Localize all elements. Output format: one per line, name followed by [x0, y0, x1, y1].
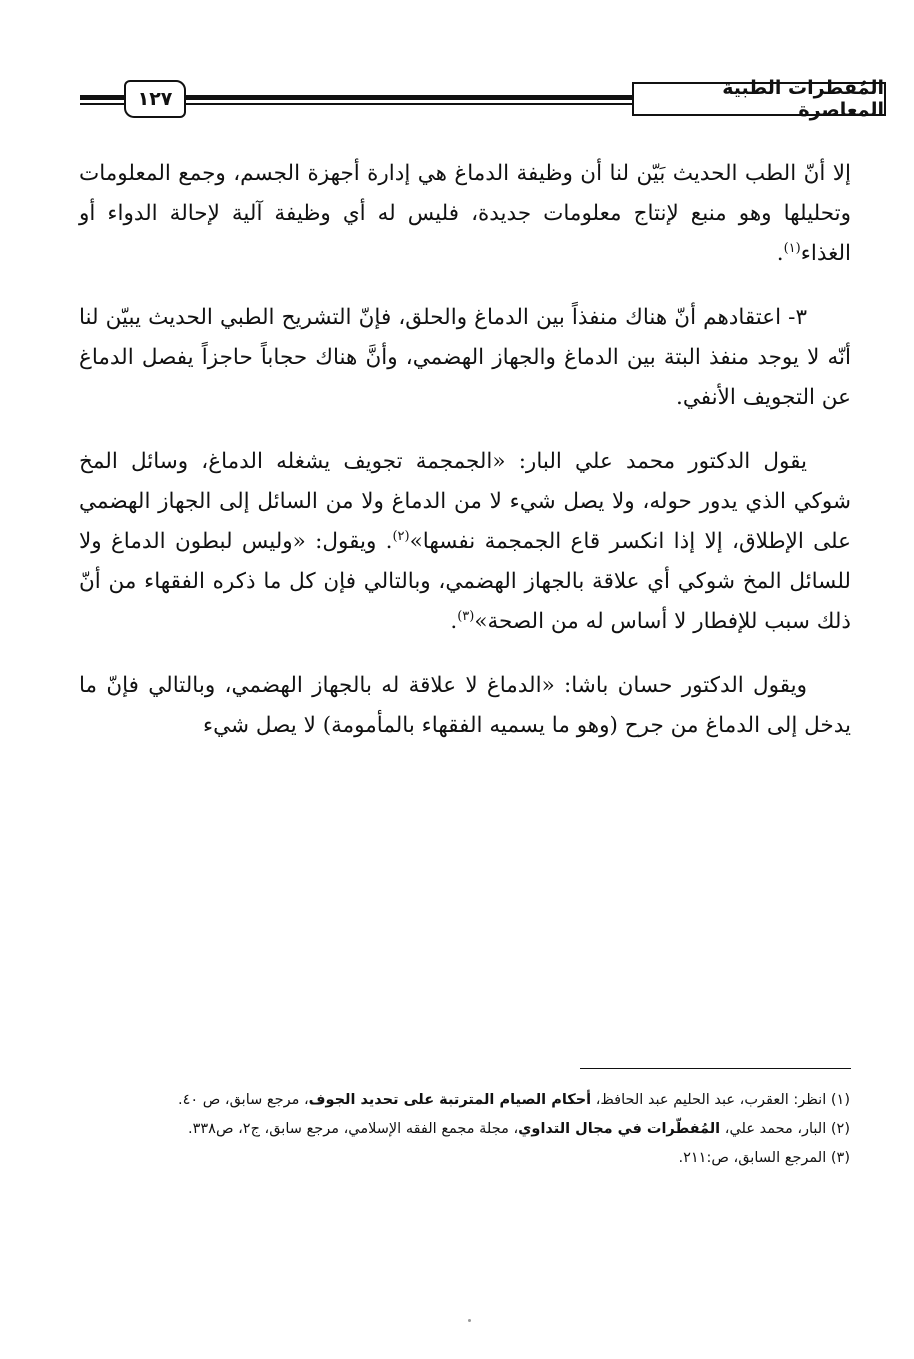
running-title-box [632, 77, 886, 121]
footnote-2: (٢) البار، محمد علي، المُفطّرات في مجال التداوي، مجلة مجمع الفقه الإسلامي، مرجع سابق، ج٢، ص٣٣٨. [187, 1121, 850, 1137]
header-rule-middle [186, 95, 632, 100]
page-number-box [124, 80, 186, 118]
footnote-ref-3: (٣) [457, 608, 475, 624]
footnote-separator [580, 1068, 851, 1069]
page-number: ١٢٧ [137, 88, 173, 110]
paragraph-2: ٣- اعتقادهم أنّ هناك منفذاً بين الدماغ والحلق، فإنّ التشريح الطبي الحديث يبيّن لنا أنّه لا يوجد منفذ البتة بين الدماغ والجهاز الهضمي، وأنَّ هناك حجاباً حاجزاً يفصل الدماغ عن التجويف الأنفي. [79, 305, 851, 410]
paragraph-3: يقول الدكتور محمد علي البار: «الجمجمة تجويف يشغله الدماغ، وسائل المخ شوكي الذي يدور حوله، ولا يصل شيء لا من الدماغ ولا من السائل إلى الجهاز الهضمي على الإطلاق، إلا إذا انكسر قاع الجمجمة نفسها»$^{(٢)}$. ويقول: «وليس لبطون الدماغ ولا للسائل المخ شوكي أي علاقة بالجهاز الهضمي، وبالتالي فإن كل ما ذكره الفقهاء من أنّ ذلك سبب للإفطار لا أساس له من الصحة»$^{(٣)}$. [79, 449, 851, 634]
running-title: المُفطرات الطبية المعاصرة [722, 77, 884, 121]
paragraph-1: إلا أنّ الطب الحديث بَيّن لنا أن وظيفة الدماغ هي إدارة أجهزة الجسم، وجمع المعلومات وتحليلها وهو منبع لإنتاج معلومات جديدة، فليس له أي وظيفة آلية لإحالة الدواء أو الغذاء$^{(١)}$. [79, 161, 851, 266]
footnote-ref-2: (٢) [392, 528, 410, 544]
scan-speck [468, 1319, 471, 1322]
footnotes [90, 1086, 850, 1173]
footnote-1: (١) انظر: العقرب، عبد الحليم عبد الحافظ، أحكام الصيام المترتبة على تحديد الجوف، مرجع سابق، ص ٤٠. [177, 1092, 850, 1108]
footnote-ref-1: (١) [783, 240, 801, 256]
header-rule-left [80, 95, 124, 100]
paragraph-4: ويقول الدكتور حسان باشا: «الدماغ لا علاقة له بالجهاز الهضمي، وبالتالي فإنّ ما يدخل إلى الدماغ من جرح (وهو ما يسميه الفقهاء بالمأمومة) لا يصل شيء [79, 673, 851, 738]
page-header [80, 77, 884, 122]
footnote-3: (٣) المرجع السابق، ص:٢١١. [678, 1150, 850, 1166]
main-text [79, 154, 851, 770]
header-rule-left-thin [80, 103, 124, 105]
header-rule-middle-thin [186, 103, 632, 105]
